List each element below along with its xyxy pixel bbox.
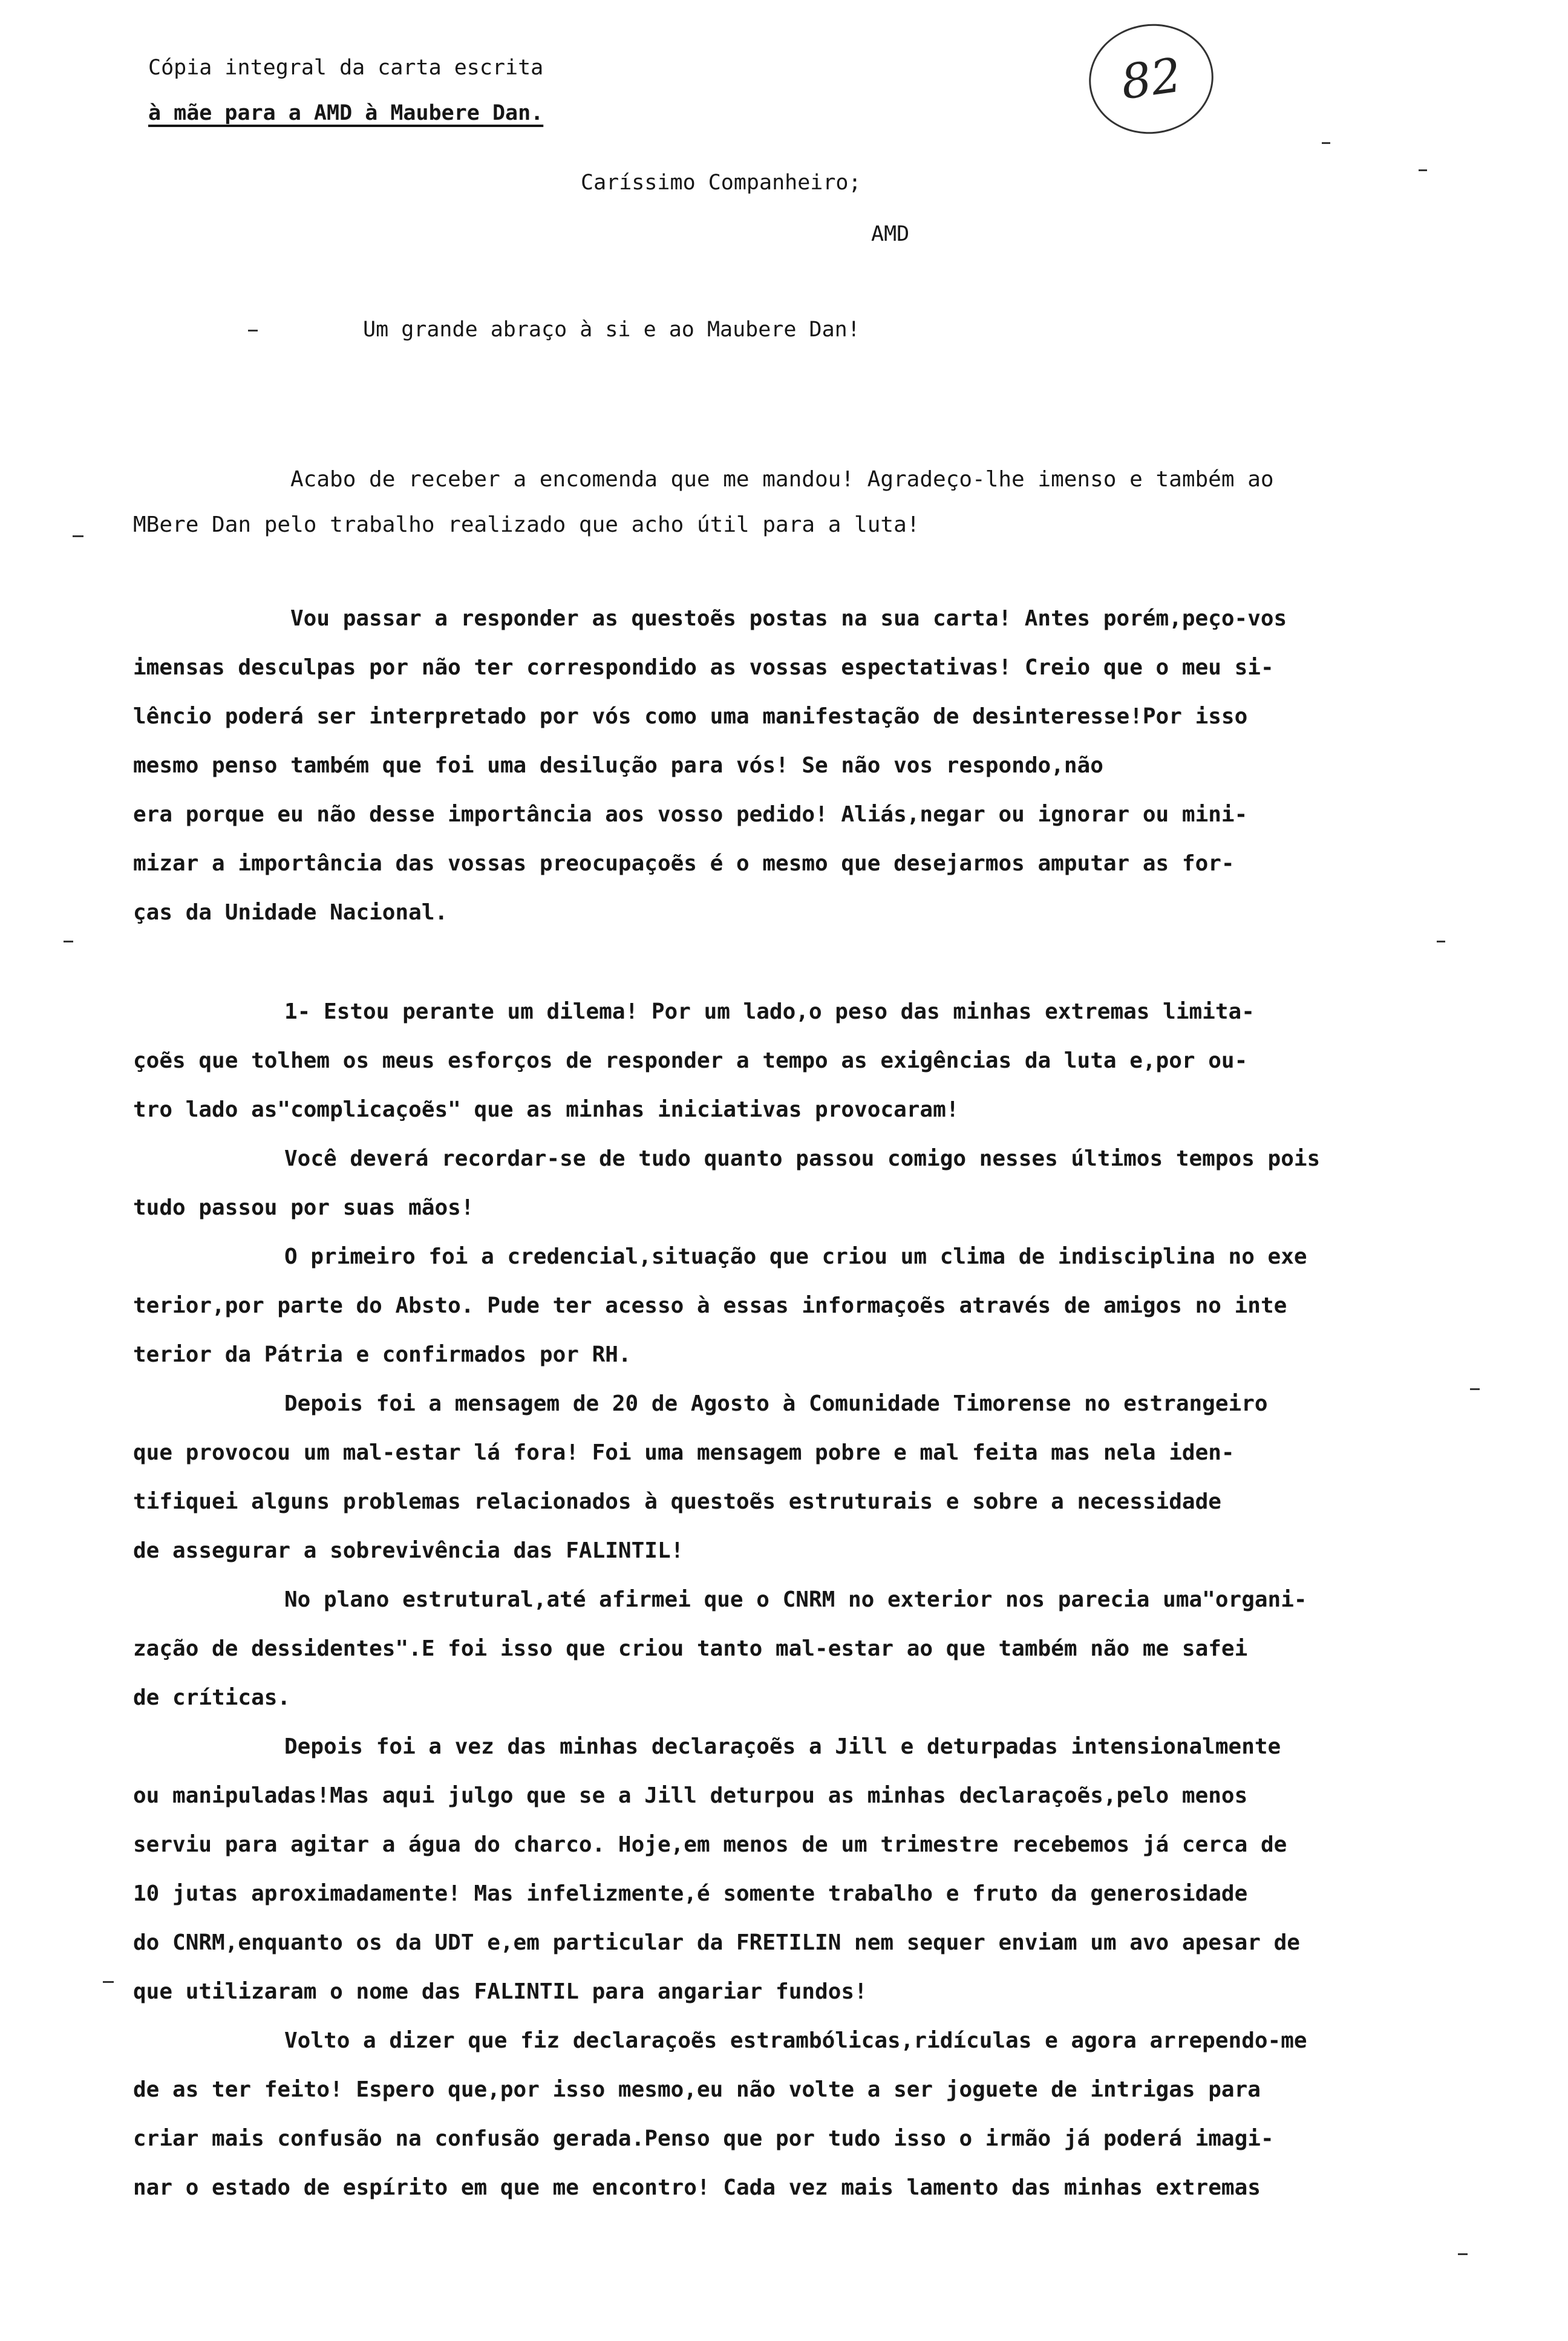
body-line: tudo passou por suas mãos! (133, 1195, 474, 1220)
body-line: do CNRM,enquanto os da UDT e,em particular da FRETILIN nem sequer enviam um avo apesar de (133, 1930, 1300, 1955)
body-line: 1- Estou perante um dilema! Por um lado,o peso das minhas extremas limita- (284, 999, 1255, 1024)
body-line: era porque eu não desse importância aos vosso pedido! Aliás,negar ou ignorar ou mini- (133, 802, 1248, 827)
body-line: No plano estrutural,até afirmei que o CNRM no exterior nos parecia uma"organi- (284, 1587, 1307, 1612)
body-line: de as ter feito! Espero que,por isso mesmo,eu não volte a ser joguete de intrigas para (133, 2077, 1261, 2102)
scan-speck (1437, 941, 1445, 942)
page-number: 82 (1117, 48, 1185, 110)
body-line: ças da Unidade Nacional. (133, 900, 448, 925)
body-line: que utilizaram o nome das FALINTIL para angariar fundos! (133, 1979, 867, 2004)
header-line-1: Cópia integral da carta escrita (148, 56, 544, 80)
scan-speck (1458, 2253, 1468, 2255)
body-line: terior da Pátria e confirmados por RH. (133, 1342, 632, 1367)
body-line: que provocou um mal-estar lá fora! Foi uma mensagem pobre e mal feita mas nela iden- (133, 1440, 1235, 1465)
body-line: mesmo penso também que foi uma desilução para vós! Se não vos respondo,não (133, 753, 1103, 778)
body-line: imensas desculpas por não ter correspondido as vossas espectativas! Creio que o meu si- (133, 655, 1274, 680)
scan-speck (1322, 142, 1330, 144)
body-line: Você deverá recordar-se de tudo quanto passou comigo nesses últimos tempos pois (284, 1146, 1321, 1171)
body-line: lêncio poderá ser interpretado por vós como uma manifestação de desinteresse!Por isso (133, 704, 1248, 729)
body-line: MBere Dan pelo trabalho realizado que acho útil para a luta! (133, 512, 920, 537)
body-line: de críticas. (133, 1685, 291, 1710)
body-line: ou manipuladas!Mas aqui julgo que se a Jill deturpou as minhas declaraçoẽs,pelo menos (133, 1783, 1248, 1808)
body-line: mizar a importância das vossas preocupaçoẽs é o mesmo que desejarmos amputar as for- (133, 851, 1235, 876)
body-line: de assegurar a sobrevivência das FALINTIL! (133, 1538, 684, 1563)
body-line: çoẽs que tolhem os meus esforços de responder a tempo as exigências da luta e,por ou- (133, 1048, 1248, 1073)
body-line: Vou passar a responder as questoẽs postas na sua carta! Antes porém,peço-vos (290, 606, 1287, 631)
scan-speck (1419, 169, 1427, 171)
body-line: Volto a dizer que fiz declaraçoẽs estrambólicas,ridículas e agora arrependo-me (284, 2028, 1307, 2053)
scan-speck (1470, 1388, 1480, 1390)
body-line: zação de dessidentes".E foi isso que criou tanto mal-estar ao que também não me safei (133, 1636, 1248, 1661)
scan-speck (248, 330, 258, 331)
body-line: serviu para agitar a água do charco. Hoje,em menos de um trimestre recebemos já cerca de (133, 1832, 1287, 1857)
header-line-2: à mãe para a AMD à Maubere Dan. (148, 101, 544, 125)
body-line: criar mais confusão na confusão gerada.Penso que por tudo isso o irmão já poderá imagi- (133, 2126, 1274, 2151)
body-line: tifiquei alguns problemas relacionados à questoẽs estruturais e sobre a necessidade (133, 1489, 1221, 1514)
body-line: tro lado as"complicaçoẽs" que as minhas iniciativas provocaram! (133, 1097, 959, 1122)
addressee: AMD (871, 222, 910, 246)
body-line: terior,por parte do Absto. Pude ter acesso à essas informaçoẽs através de amigos no inte (133, 1293, 1287, 1318)
body-line: O primeiro foi a credencial,situação que criou um clima de indisciplina no exe (284, 1244, 1307, 1269)
body-line: Depois foi a vez das minhas declaraçoẽs a Jill e deturpadas intensionalmente (284, 1734, 1281, 1759)
body-line: Depois foi a mensagem de 20 de Agosto à Comunidade Timorense no estrangeiro (284, 1391, 1268, 1416)
body-line: 10 jutas aproximadamente! Mas infelizmente,é somente trabalho e fruto da generosidade (133, 1881, 1248, 1906)
body-line: Acabo de receber a encomenda que me mandou! Agradeço-lhe imenso e também ao (290, 467, 1274, 492)
body-line: nar o estado de espírito em que me encontro! Cada vez mais lamento das minhas extremas (133, 2175, 1261, 2200)
scan-speck (64, 941, 73, 942)
salutation: Caríssimo Companheiro; (581, 171, 861, 195)
scan-speck (103, 1981, 114, 1983)
page-number-stamp (1082, 16, 1220, 142)
greeting: Um grande abraço à si e ao Maubere Dan! (363, 318, 860, 342)
scan-speck (73, 535, 83, 537)
